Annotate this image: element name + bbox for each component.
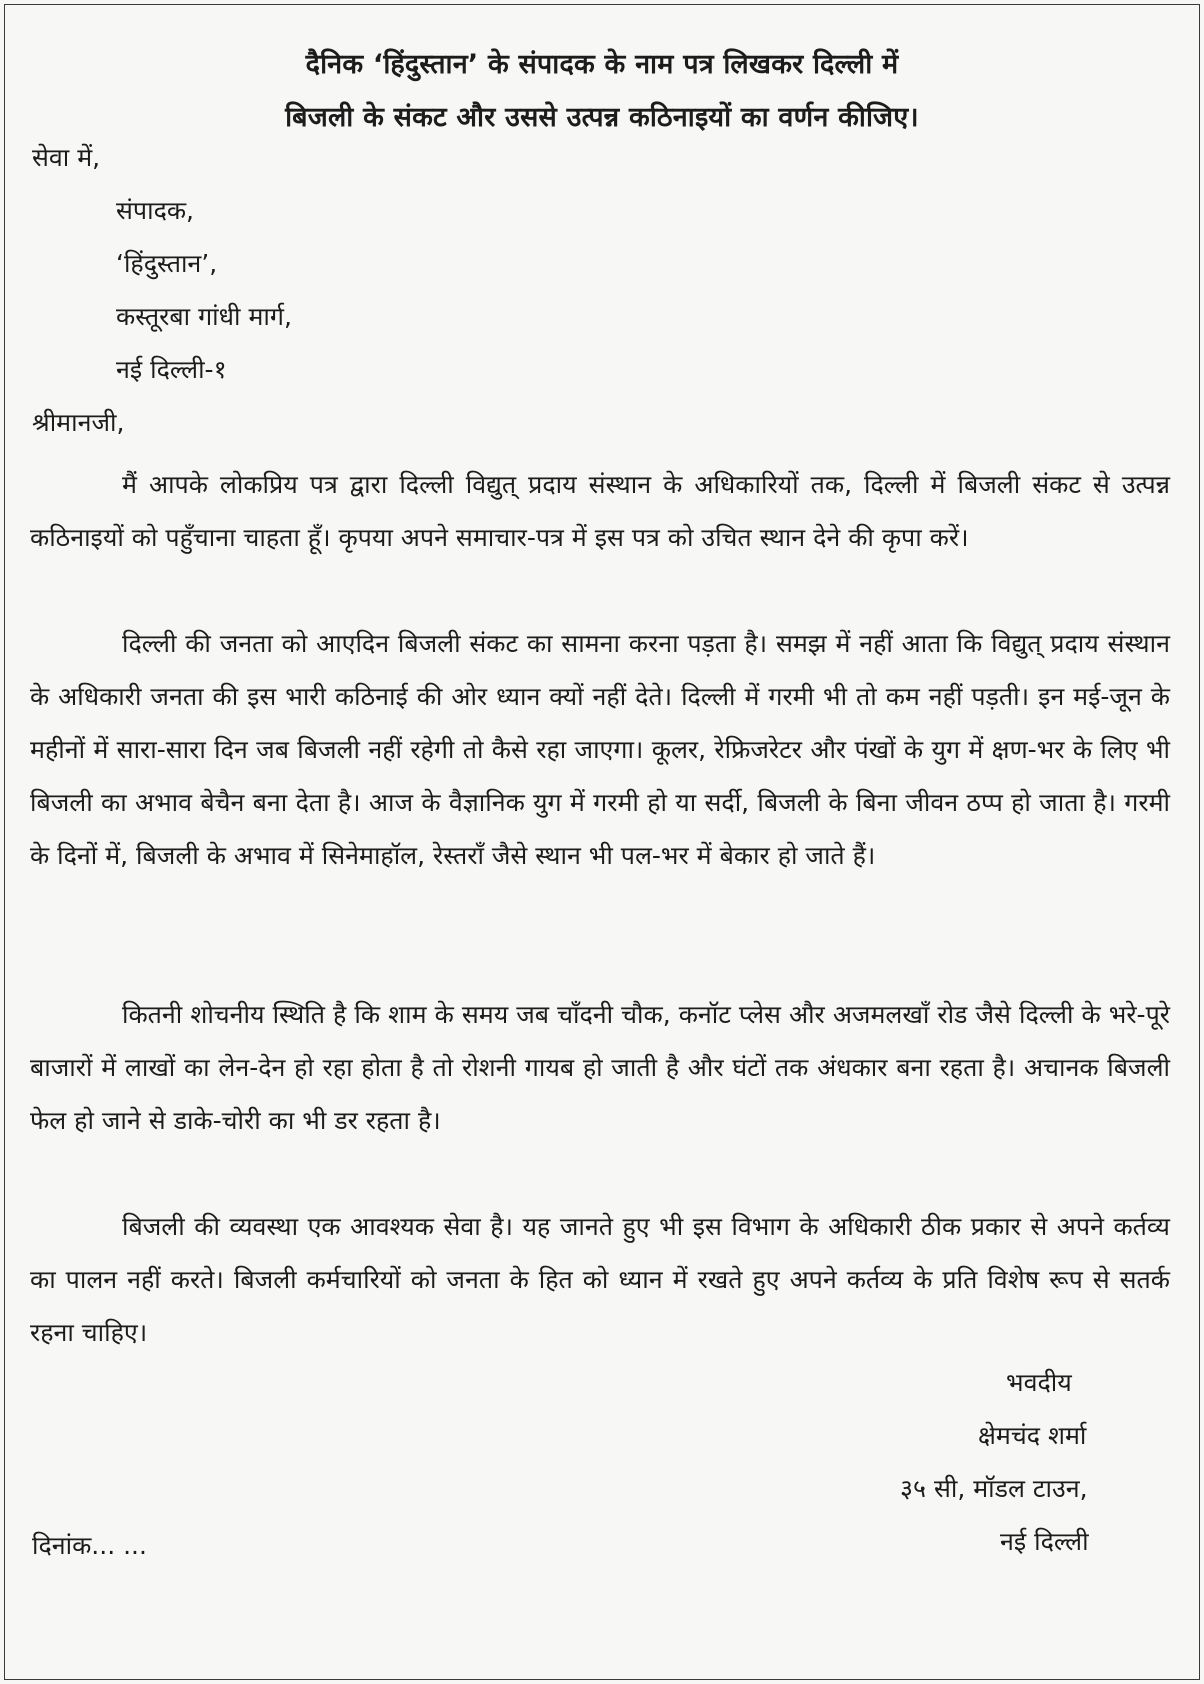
- salutation: श्रीमानजी,: [32, 408, 125, 437]
- body-paragraph-1: मैं आपके लोकप्रिय पत्र द्वारा दिल्ली विद्युत् प्रदाय संस्थान के अधिकारियों तक, दिल्ली में बिजली संकट से उत्पन्न कठिनाइयों को पहुँचाना चाहता हूँ। कृपया अपने समाचार-पत्र में इस पत्र को उचित स्थान देने की कृपा करें।: [30, 470, 1170, 552]
- address-street: कस्तूरबा गांधी मार्ग,: [116, 302, 292, 331]
- body-paragraph-2: दिल्ली की जनता को आएदिन बिजली संकट का सामना करना पड़ता है। समझ में नहीं आता कि विद्युत् प्रदाय संस्थान के अधिकारी जनता की इस भारी कठिनाई की ओर ध्यान क्यों नहीं देते। दिल्ली में गरमी भी तो कम नहीं पड़ती। इन मई-जून के महीनों में सारा-सारा दिन जब बिजली नहीं रहेगी तो कैसे रहा जाएगा। कूलर, रेफ्रिजरेटर और पंखों के युग में क्षण-भर के लिए भी बिजली का अभाव बेचैन बना देता है। आज के वैज्ञानिक युग में गरमी हो या सर्दी, बिजली के बिना जीवन ठप्प हो जाता है। गरमी के दिनों में, बिजली के अभाव में सिनेमाहॉल, रेस्तराँ जैसे स्थान भी पल-भर में बेकार हो जाते हैं।: [30, 629, 1170, 870]
- date-line: दिनांक... ...: [32, 1531, 147, 1560]
- signature-city: नई दिल्ली: [1000, 1527, 1089, 1556]
- address-recipient: संपादक,: [116, 196, 194, 225]
- address-to: सेवा में,: [32, 143, 101, 172]
- title-line-1: दैनिक ‘हिंदुस्तान’ के संपादक के नाम पत्र लिखकर दिल्ली में: [305, 49, 899, 80]
- address-paper: ‘हिंदुस्तान’,: [116, 249, 218, 278]
- body-paragraph-4: बिजली की व्यवस्था एक आवश्यक सेवा है। यह जानते हुए भी इस विभाग के अधिकारी ठीक प्रकार से अपने कर्तव्य का पालन नहीं करते। बिजली कर्मचारियों को जनता के हित को ध्यान में रखते हुए अपने कर्तव्य के प्रति विशेष रूप से सतर्क रहना चाहिए।: [30, 1212, 1170, 1347]
- page-title: [40, 38, 1164, 144]
- title-line-2: बिजली के संकट और उससे उत्पन्न कठिनाइयों का वर्णन कीजिए।: [285, 102, 919, 133]
- address-city: नई दिल्ली-१: [116, 355, 227, 384]
- signature-name: क्षेमचंद शर्मा: [978, 1421, 1087, 1450]
- signature-address: ३५ सी, मॉडल टाउन,: [900, 1474, 1088, 1503]
- body-paragraph-3: कितनी शोचनीय स्थिति है कि शाम के समय जब चाँदनी चौक, कनॉट प्लेस और अजमलखाँ रोड जैसे दिल्ली के भरे-पूरे बाजारों में लाखों का लेन-देन हो रहा होता है तो रोशनी गायब हो जाती है और घंटों तक अंधकार बना रहता है। अचानक बिजली फेल हो जाने से डाके-चोरी का भी डर रहता है।: [30, 1000, 1170, 1135]
- signature-closing: भवदीय: [1006, 1368, 1072, 1397]
